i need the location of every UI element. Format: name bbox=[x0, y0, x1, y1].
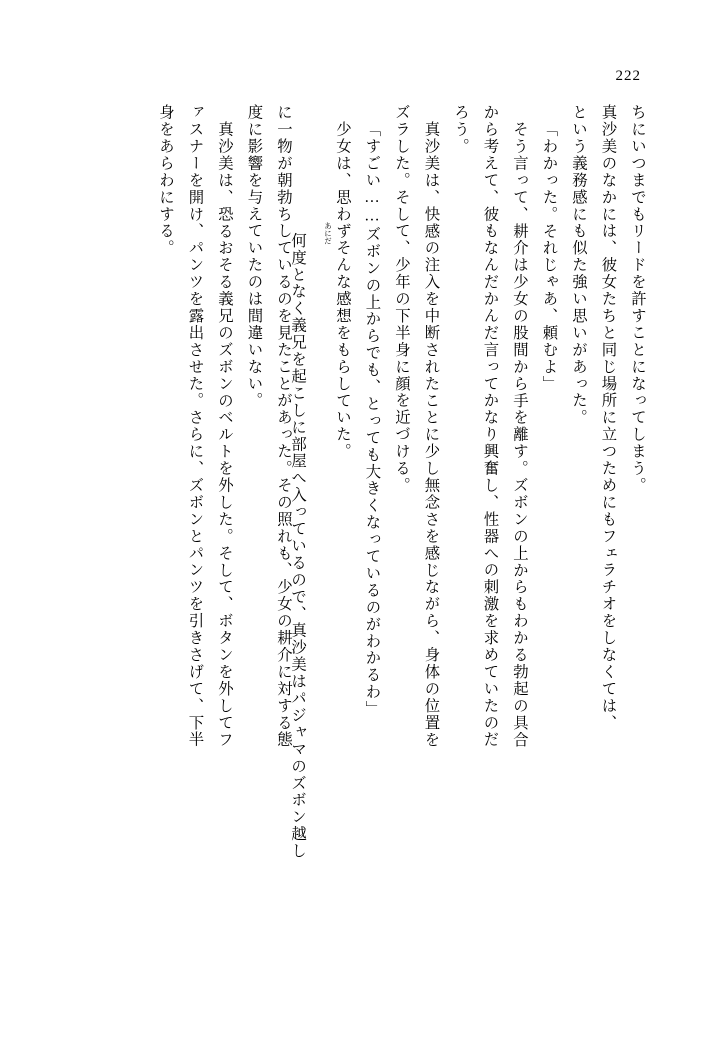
body-text-block bbox=[62, 104, 645, 984]
text-column: 「すごい……ズボンの上からでも、とっても大きくなっているのがわかるわ」 bbox=[363, 121, 381, 718]
text-column: 少女は、思わずそんな感想をもらしていた。 bbox=[334, 121, 351, 460]
text-column: 度に影響を与えていたのは間違いない。 bbox=[245, 104, 263, 410]
text-column bbox=[289, 104, 333, 984]
text-column: 真沙美のなかには、彼女たちと同じ場所に立つためにもフェラチオをしなくては、 bbox=[599, 104, 617, 732]
text-column: という義務感にも似た強い思いがあった。 bbox=[570, 104, 587, 427]
text-column: そう言って、耕介は少女の股間から手を離す。ズボンの上からもわかる勃起の具合 bbox=[511, 121, 528, 749]
text-column: ズラした。そして、少年の下半身に顔を近づける。 bbox=[393, 104, 410, 494]
text-column: ろう。 bbox=[452, 104, 469, 155]
text-column: 真沙美は、恐るおそる義兄のズボンのベルトを外した。そして、ボタンを外してフ bbox=[216, 121, 233, 749]
column-text: 何度となく義兄を起こしに部屋へ入っているので、真沙美はパジャマのズボン越し bbox=[289, 232, 307, 860]
text-column: ァスナーを開け、パンツを露出させた。さらに、ズボンとパンツを引きさげて、下半 bbox=[186, 104, 204, 749]
text-column: 身をあらわにする。 bbox=[157, 104, 174, 257]
ruby-reading: あにだ bbox=[323, 222, 333, 245]
page-number: 222 bbox=[615, 68, 641, 84]
text-column: 真沙美は、快感の注入を中断されたことに少し無念さを感じながら、身体の位置を bbox=[422, 121, 440, 749]
text-column: ちにいつまでもリードを許すことになってしまう。 bbox=[629, 104, 646, 494]
text-column: に一物が朝勃ちしているのを見たことがあった。その照れも、少女の耕介に対する態 bbox=[275, 104, 292, 749]
text-column: から考えて、彼もなんだかんだ言ってかなり興奮し、性器への刺激を求めていたのだ bbox=[481, 104, 499, 749]
text-column: 「わかった。それじゃあ、頼むよ」 bbox=[540, 121, 558, 393]
